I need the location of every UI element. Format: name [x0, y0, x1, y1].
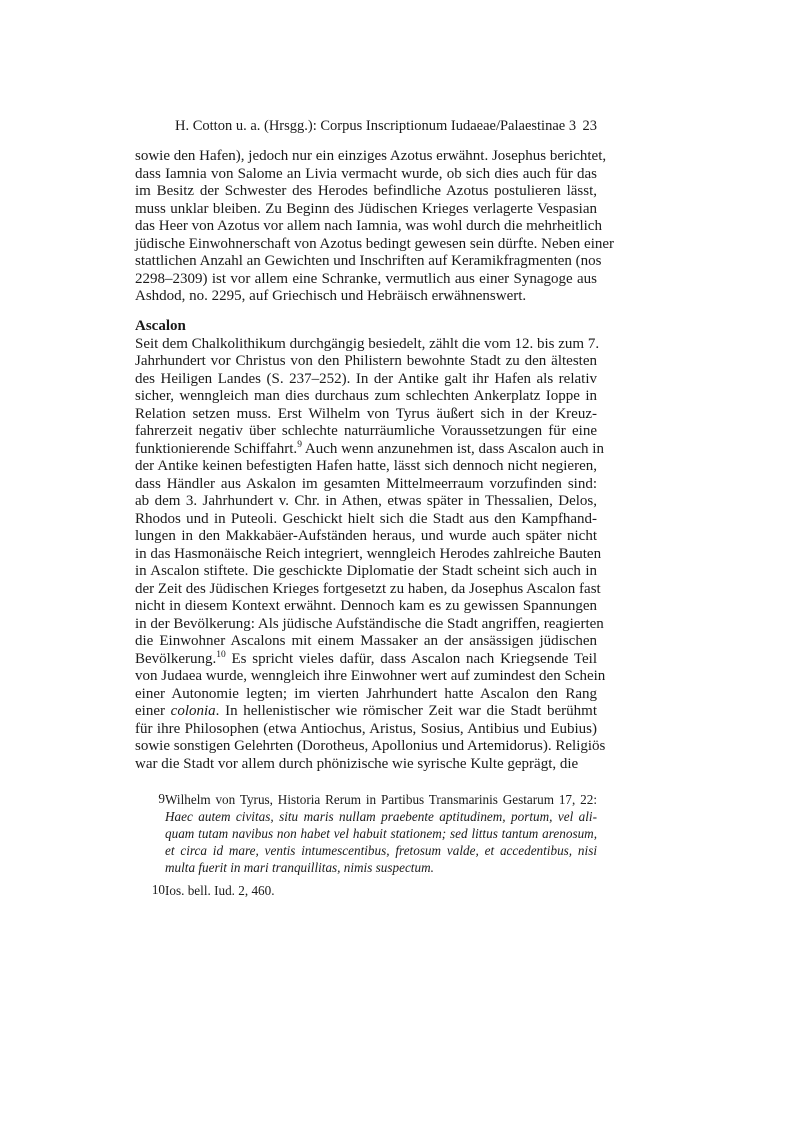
text-segment: colonia [170, 703, 216, 719]
text-line [165, 808, 597, 825]
text-line [135, 668, 606, 686]
text-segment: sowie sonstigen Gelehrten (Dorotheus, Apollonius und Artemidorus). Religiös [135, 738, 606, 754]
text-line [135, 563, 597, 581]
text-segment: stattlichen Anzahl an Gewichten und Inschriften auf Keramikfragmenten (nos [135, 253, 602, 269]
footnote-number-cell [135, 791, 165, 876]
text-segment: muss unklar bleiben. Zu Beginn des Jüdischen Krieges verlagerte Vespasian [135, 200, 597, 217]
text-segment: dass Händler aus Askalon im gesamten Mittelmeerraum vorzufinden sind: [135, 475, 597, 492]
text-line [135, 476, 597, 494]
text-segment: quam tutam navibus non habet vel habuit stationem; sed littus tantum arenosum, [165, 826, 597, 841]
text-line [135, 511, 597, 529]
text-segment: war die Stadt vor allem durch phönizische wie syrische Kulte geprägt, die [135, 755, 579, 772]
text-segment: Es spricht vieles dafür, dass Ascalon nach Kriegsende Teil [225, 650, 597, 667]
text-segment: in Ascalon stiftete. Die geschickte Diplomatie der Stadt scheint sich auch in [135, 563, 597, 579]
text-segment: der Antike keinen befestigten Hafen hatte, lässt sich dennoch nicht negieren, [135, 458, 597, 474]
text-segment: von Judaea wurde, wenngleich ihre Einwohner wert auf zumindest den Schein [135, 668, 606, 684]
text-segment: sicher, wenngleich man dies durchaus zum schlechten Ankerplatz Ioppe in [135, 388, 597, 404]
text-line [165, 825, 597, 842]
text-line [135, 253, 602, 271]
text-line [135, 598, 597, 616]
paragraph-azotus [135, 148, 615, 306]
footnotes [135, 791, 597, 905]
text-line [165, 842, 597, 859]
text-line [165, 859, 597, 876]
text-segment: . In hellenistischer wie römischer Zeit war die Stadt berühmt [215, 703, 597, 719]
text-segment: für ihre Philosophen (etwa Antiochus, Aristus, Sosius, Antibius und Eubius) [135, 720, 597, 737]
text-line [165, 791, 597, 808]
text-line [135, 371, 597, 389]
text-segment: die Einwohner Ascalons mit einem Massaker an der ansässigen jüdischen [135, 633, 597, 649]
text-line [135, 335, 600, 354]
text-line [135, 703, 597, 721]
text-line [135, 615, 604, 634]
text-segment: dass Iamnia von Salome an Livia vermacht wurde, ob sich dies auch für das [135, 165, 597, 182]
footnote-number: 9 [158, 791, 165, 806]
text-line [135, 288, 597, 306]
text-segment: jüdische Einwohnerschaft von Azotus bedingt gewesen sein dürfte. Neben einer [135, 235, 615, 252]
text-segment: fahrerzeit negativ über schlechte naturräumliche Voraussetzungen für eine [135, 423, 597, 439]
text-line [135, 633, 597, 651]
running-title: H. Cotton u. a. (Hrsgg.): Corpus Inscriptionum Iudaeae/Palaestinae 3 [175, 118, 577, 134]
footnote-marker[interactable]: 9 [297, 439, 302, 450]
text-line [135, 183, 597, 201]
text-segment: sowie den Hafen), jedoch nur ein einziges Azotus erwähnt. Josephus berichtet, [135, 148, 607, 164]
text-segment: 2298–2309) ist vor allem eine Schranke, vermutlich aus einer Synagoge aus [135, 270, 597, 287]
text-line [135, 271, 597, 289]
text-line [135, 235, 615, 254]
text-segment: Bevölkerung. [135, 650, 217, 667]
text-segment: Jahrhundert vor Christus von den Philistern bewohnte Stadt zu den ältesten [135, 353, 597, 369]
text-segment: Relation setzen muss. Erst Wilhelm von Tyrus äußert sich in der Kreuz- [135, 405, 597, 422]
text-segment: einer Autonomie legten; im vierten Jahrhundert hatte Ascalon den Rang [135, 685, 597, 702]
text-segment: des Heiligen Landes (S. 237–252). In der Antike galt ihr Hafen als relativ [135, 370, 597, 387]
footnote-marker[interactable]: 10 [216, 649, 226, 660]
section-ascalon [135, 318, 606, 773]
text-line [135, 166, 597, 184]
text-line [135, 651, 597, 669]
text-segment: Rhodos und in Puteoli. Geschickt hielt sich die Stadt aus den Kampfhand- [135, 510, 597, 527]
footnote-number: 10 [151, 882, 165, 897]
text-line [135, 423, 597, 441]
footnote [135, 791, 597, 876]
text-segment: der Zeit des Jüdischen Krieges fortgesetzt zu haben, da Josephus Ascalon fast [135, 580, 601, 597]
text-segment: das Heer von Azotus vor allem nach Iamnia, was wohl durch die mehrheitlich [135, 218, 602, 234]
text-line [135, 388, 597, 406]
text-line [135, 353, 597, 371]
text-segment: Ashdod, no. 2295, auf Griechisch und Hebräisch erwähnenswert. [135, 288, 527, 304]
paragraph-ascalon [135, 335, 606, 774]
text-segment: Auch wenn anzunehmen ist, dass Ascalon auch in [301, 440, 604, 457]
page-number: 23 [582, 118, 597, 134]
text-line [135, 545, 602, 564]
text-line [135, 406, 597, 424]
text-segment: ab dem 3. Jahrhundert v. Chr. in Athen, etwas später in Thessalien, Delos, [135, 493, 597, 509]
text-segment: multa fuerit in mari tranquillitas, nimis suspectum. [165, 860, 434, 875]
text-line [135, 721, 597, 739]
text-line [135, 218, 602, 236]
text-line [135, 756, 597, 774]
text-line [135, 201, 597, 219]
text-line [135, 686, 597, 704]
text-line [135, 493, 597, 511]
text-segment: Ios. bell. Iud. 2, 460. [165, 883, 275, 898]
text-line [135, 738, 606, 756]
text-segment: im Besitz der Schwester des Herodes befindliche Azotus postulieren lässt, [135, 183, 597, 199]
text-segment: einer [135, 703, 171, 719]
text-segment: in das Hasmonäische Reich integriert, wenngleich Herodes zahlreiche Bauten [135, 545, 602, 562]
text-segment: funktionierende Schiffahrt. [135, 440, 298, 457]
footnote [135, 882, 597, 899]
text-segment: in der Bevölkerung: Als jüdische Aufständische die Stadt angriffen, reagierten [135, 615, 604, 632]
text-line [135, 148, 607, 166]
text-segment: Wilhelm von Tyrus, Historia Rerum in Partibus Transmarinis Gestarum 17, 22: [165, 792, 597, 807]
text-segment: Haec autem civitas, situ maris nullam praebente aptitudinem, portum, vel ali- [165, 809, 597, 824]
text-line [135, 580, 601, 599]
footnote-text [165, 791, 597, 876]
footnote-number-cell [135, 882, 165, 899]
text-line [135, 458, 597, 476]
text-segment: Seit dem Chalkolithikum durchgängig besiedelt, zählt die vom 12. bis zum 7. [135, 335, 600, 352]
text-line [165, 882, 597, 899]
text-line [135, 439, 604, 459]
text-segment: et circa id mare, ventis intumescentibus, fretosum valde, et accedentibus, nisi [165, 843, 597, 858]
footnote-text [165, 882, 597, 899]
text-line [135, 528, 597, 546]
section-heading: Ascalon [135, 318, 186, 334]
text-segment: lungen in den Makkabäer-Aufständen heraus, und wurde auch später nicht [135, 528, 597, 544]
text-segment: nicht in diesem Kontext erwähnt. Dennoch kam es zu gewissen Spannungen [135, 598, 597, 614]
running-header [135, 118, 597, 135]
